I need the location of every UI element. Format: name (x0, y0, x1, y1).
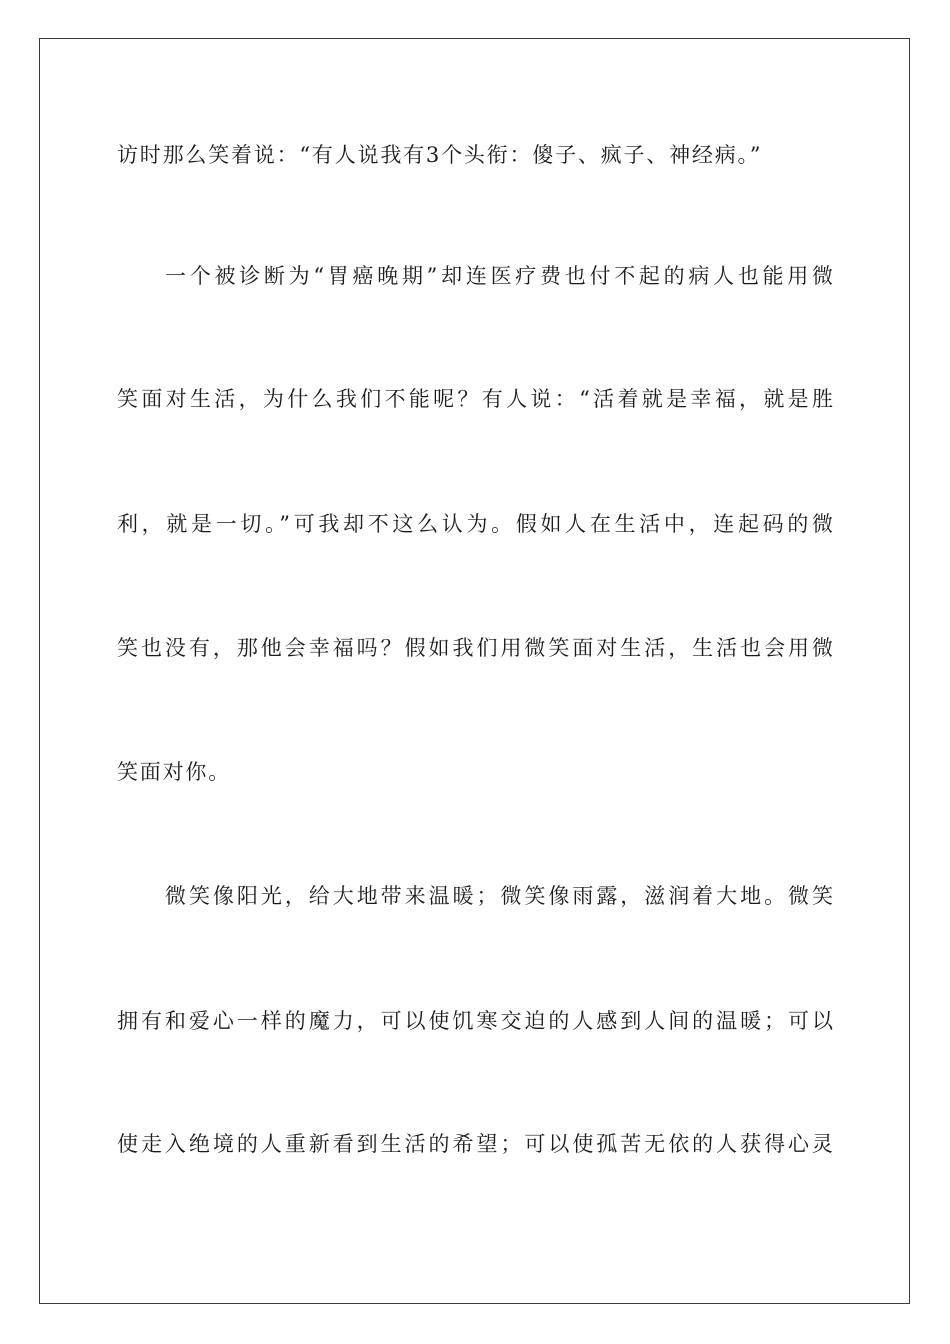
paragraph-line-8: 拥有和爱心一样的魔力，可以使饥寒交迫的人感到人间的温暖；可以 (117, 1009, 833, 1033)
paragraph-line-7: 微笑像阳光，给大地带来温暖；微笑像雨露，滋润着大地。微笑 (165, 884, 833, 908)
paragraph-line-5: 笑也没有，那他会幸福吗？假如我们用微笑面对生活，生活也会用微 (117, 636, 833, 660)
paragraph-line-3: 笑面对生活，为什么我们不能呢？有人说：“活着就是幸福，就是胜 (117, 387, 833, 411)
paragraph-line-6: 笑面对你。 (117, 760, 231, 784)
paragraph-line-1: 访时那么笑着说：“有人说我有3个头衔：傻子、疯子、神经病。” (117, 143, 763, 167)
paragraph-line-9: 使走入绝境的人重新看到生活的希望；可以使孤苦无依的人获得心灵 (117, 1132, 833, 1156)
page-border (39, 38, 910, 1304)
paragraph-line-4: 利，就是一切。”可我却不这么认为。假如人在生活中，连起码的微 (117, 512, 833, 536)
paragraph-line-2: 一个被诊断为“胃癌晚期”却连医疗费也付不起的病人也能用微 (165, 264, 833, 288)
